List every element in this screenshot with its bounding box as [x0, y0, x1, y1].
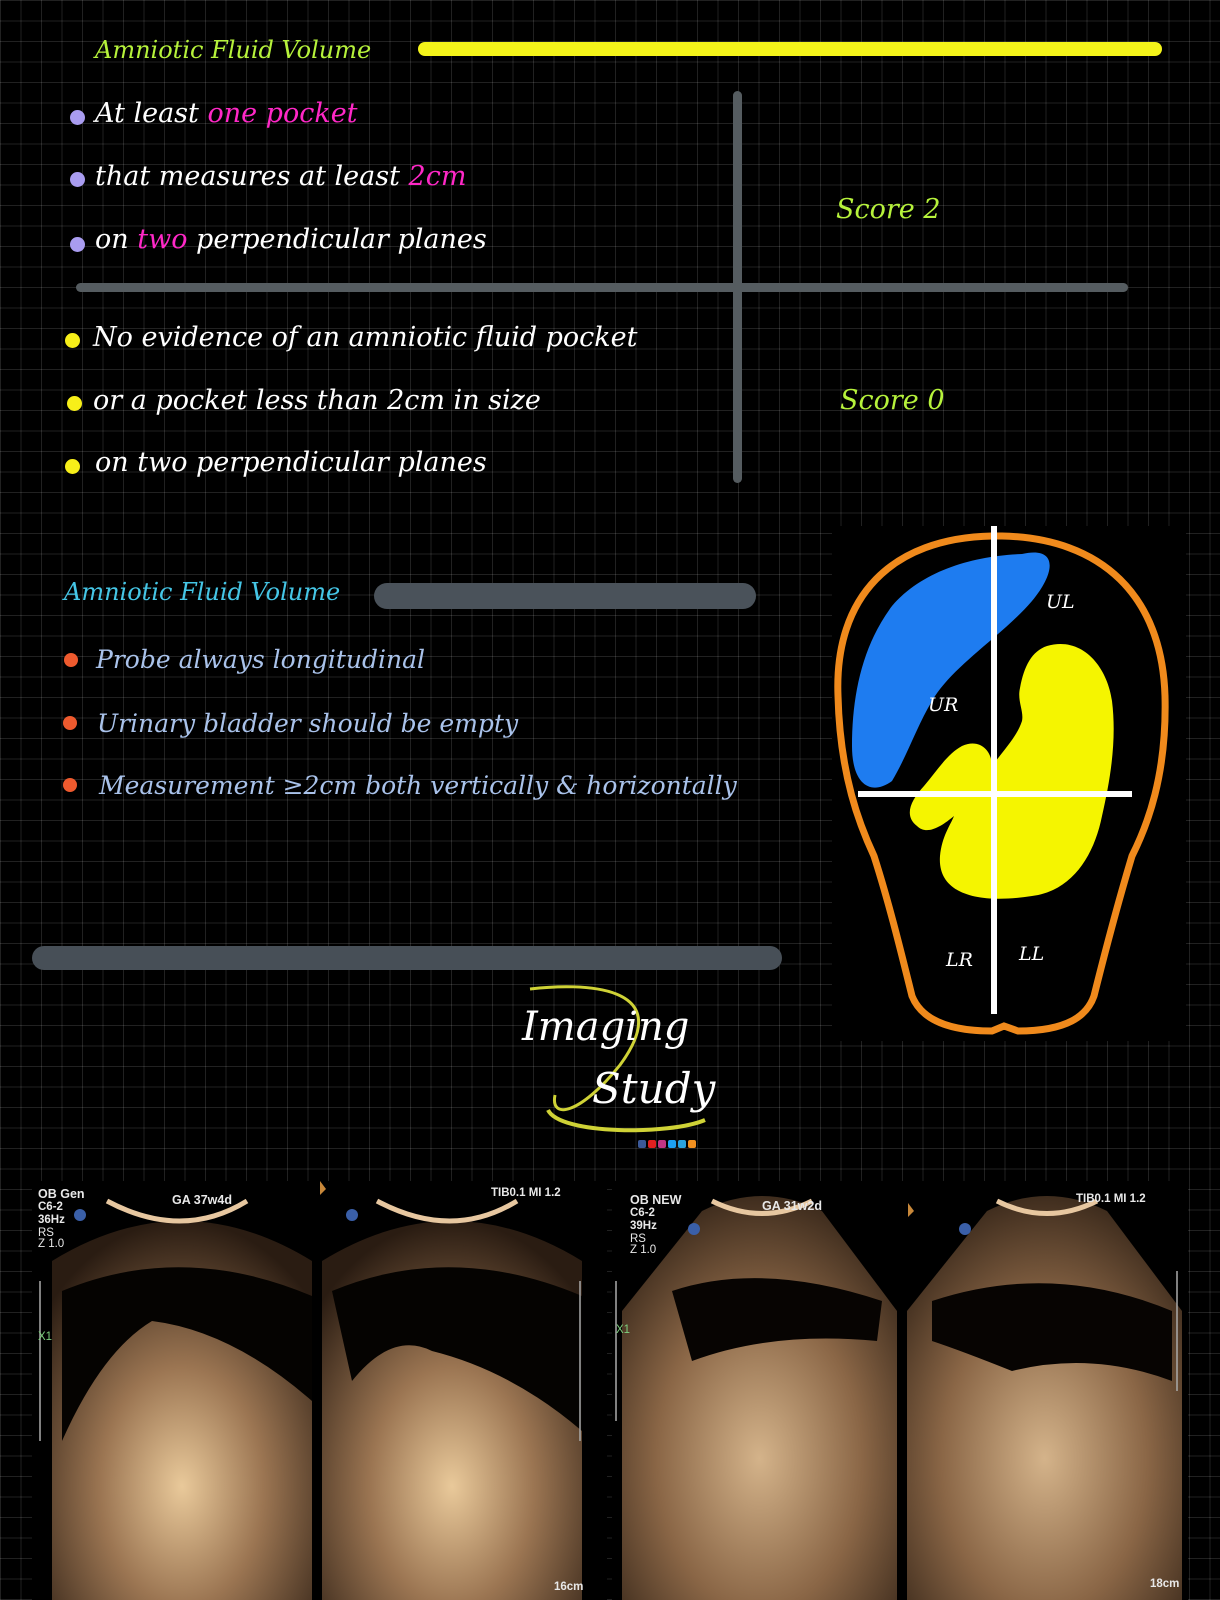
us-caliper: X1	[616, 1324, 631, 1336]
us-frequency: 39Hz	[630, 1220, 657, 1232]
ultrasound-image-right	[612, 1181, 1188, 1600]
line-text: At least	[95, 98, 208, 129]
scan-sector	[622, 1196, 897, 1600]
logo-svg	[520, 985, 730, 1155]
us-rs: RS	[38, 1227, 54, 1239]
score0-line-3: on two perpendicular planes	[95, 447, 487, 478]
ultrasound-image-left	[32, 1181, 607, 1600]
bullet-dot	[70, 237, 85, 252]
us-probe: C6-2	[38, 1201, 63, 1213]
section2-bullet-1: Probe always longitudinal	[96, 645, 425, 674]
us-gestational-age: GA 37w4d	[172, 1193, 232, 1207]
us-tib-mi: TIB0.1 MI 1.2	[1076, 1193, 1146, 1205]
ultrasound-scan-left-svg	[32, 1181, 607, 1600]
orientation-marker-icon	[908, 1203, 914, 1217]
quadrant-label-ur: UR	[928, 694, 959, 716]
horizontal-divider	[76, 283, 1128, 292]
bullet-dot	[70, 110, 85, 125]
us-preset: OB Gen	[38, 1187, 85, 1201]
uterus-diagram-svg	[832, 526, 1186, 1041]
score0-line-2: or a pocket less than 2cm in size	[93, 385, 541, 416]
social-icons-row	[638, 1140, 696, 1148]
score2-line-3	[95, 224, 487, 255]
bullet-dot	[67, 396, 82, 411]
us-tib-mi: TIB0.1 MI 1.2	[491, 1187, 561, 1199]
section2-bullet-2: Urinary bladder should be empty	[97, 709, 519, 738]
highlight-text: one pocket	[207, 98, 358, 129]
twitter-icon	[668, 1140, 676, 1148]
score0-line-1: No evidence of an amniotic fluid pocket	[93, 322, 638, 353]
title-highlight-bar	[374, 583, 756, 609]
probe-arc	[377, 1201, 517, 1221]
probe-marker-icon	[688, 1223, 700, 1235]
bullet-dot	[70, 172, 85, 187]
highlight-text: two	[137, 224, 188, 255]
us-zoom: Z 1.0	[630, 1244, 657, 1256]
score2-line-1	[95, 98, 358, 129]
us-rs: RS	[630, 1233, 646, 1245]
rss-icon	[688, 1140, 696, 1148]
bullet-dot	[63, 716, 77, 730]
facebook-icon	[638, 1140, 646, 1148]
quadrant-label-ll: LL	[1019, 943, 1045, 965]
bullet-dot	[65, 459, 80, 474]
us-caliper: X1	[38, 1331, 53, 1343]
divider-bar	[32, 946, 782, 970]
line-text: that measures at least	[95, 161, 409, 192]
line-text: on	[95, 224, 138, 255]
orientation-marker-icon	[320, 1181, 326, 1195]
bullet-dot	[65, 333, 80, 348]
us-depth: 18cm	[1150, 1578, 1180, 1590]
quadrant-label-lr: LR	[946, 949, 973, 971]
four-quadrant-diagram	[832, 526, 1186, 1041]
us-depth: 16cm	[554, 1581, 584, 1593]
line-text: perpendicular planes	[187, 224, 487, 255]
bullet-dot	[64, 653, 78, 667]
score-2-label: Score 2	[836, 194, 941, 225]
logo-swoosh-bottom	[548, 1110, 705, 1130]
quadrant-label-ul: UL	[1046, 591, 1075, 613]
us-preset: OB NEW	[630, 1193, 682, 1207]
score2-line-2	[95, 161, 466, 192]
probe-marker-icon	[346, 1209, 358, 1221]
ultrasound-scan-right-svg	[612, 1181, 1188, 1600]
probe-marker-icon	[959, 1223, 971, 1235]
us-probe: C6-2	[630, 1207, 655, 1219]
us-zoom: Z 1.0	[38, 1238, 65, 1250]
section1-title: Amniotic Fluid Volume	[95, 36, 372, 64]
telegram-icon	[678, 1140, 686, 1148]
probe-marker-icon	[74, 1209, 86, 1221]
section2-title: Amniotic Fluid Volume	[64, 578, 341, 606]
logo-text-study: Study	[592, 1064, 716, 1113]
title-highlight-bar	[418, 42, 1162, 56]
instagram-icon	[658, 1140, 666, 1148]
highlight-text: 2cm	[408, 161, 467, 192]
us-gestational-age: GA 31w2d	[762, 1199, 822, 1213]
imaging-study-logo	[520, 985, 730, 1155]
score-0-label: Score 0	[840, 385, 945, 416]
scan-sector	[907, 1196, 1182, 1600]
youtube-icon	[648, 1140, 656, 1148]
us-frequency: 36Hz	[38, 1214, 65, 1226]
logo-text-imaging: Imaging	[522, 1004, 690, 1050]
bullet-dot	[63, 778, 77, 792]
section2-bullet-3: Measurement ≥2cm both vertically & horizontally	[99, 771, 737, 800]
